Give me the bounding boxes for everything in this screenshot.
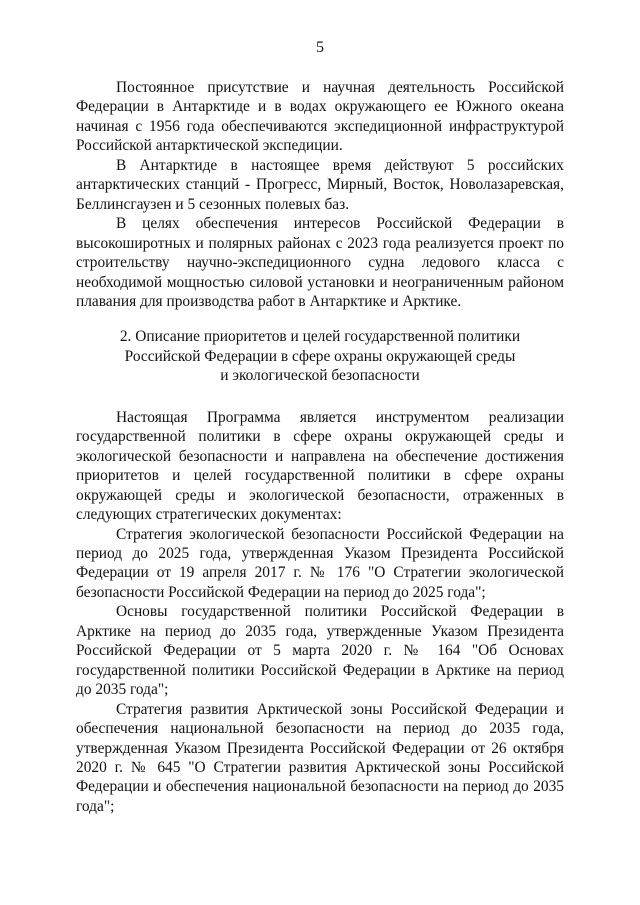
section-heading-line-3: и экологической безопасности bbox=[220, 367, 420, 385]
section-paragraph-3: Основы государственной политики Российской Федерации в Арктике на период до 2035 года, утвержденные Указом Президента Российской Федерации от 5 марта 2020 г. № 164 "Об Основах государственной политики Российской Федерации в Арктике на период до 2035 года"; bbox=[76, 603, 564, 699]
intro-paragraph-2: В Антарктиде в настоящее время действуют 5 российских антарктических станций - Прогресс, Мирный, Восток, Новолазаревская, Беллинсгаузен и 5 сезонных полевых баз. bbox=[76, 156, 564, 213]
section-heading-line-2: Российской Федерации в сфере охраны окружающей среды bbox=[124, 347, 516, 365]
section-paragraph-1: Настоящая Программа является инструментом реализации государственной политики в сфере охраны окружающей среды и экологической безопасности и направлена на обеспечение достижения приоритетов и целей государственной политики в сфере охраны окружающей среды и экологической безопасности, отраженных в следующих стратегических документах: bbox=[76, 408, 564, 524]
section-paragraph-2: Стратегия экологической безопасности Российской Федерации на период до 2025 года, утвержденная Указом Президента Российской Федерации от 19 апреля 2017 г. № 176 "О Стратегии экологической безопасности Российской Федерации на период до 2025 года"; bbox=[76, 525, 564, 601]
intro-paragraph-3: В целях обеспечения интересов Российской Федерации в высокоширотных и полярных районах с 2023 года реализуется проект по строительству научно-экспедиционного судна ледового класса с необходимой мощностью силовой установки и неограниченным районом плавания для производства работ в Антарктике и Арктике. bbox=[76, 215, 564, 310]
page-number: 5 bbox=[316, 39, 324, 56]
section-heading bbox=[76, 327, 564, 385]
section-heading-line-1: 2. Описание приоритетов и целей государственной политики bbox=[119, 328, 521, 346]
page-content bbox=[76, 78, 564, 816]
section-paragraph-4: Стратегия развития Арктической зоны Российской Федерации и обеспечения национальной безопасности на период до 2035 года, утвержденная Указом Президента Российской Федерации от 26 октября 2020 г. № 645 "О Стратегии развития Арктической зоны Российской Федерации и обеспечения национальной безопасности на период до 2035 года"; bbox=[76, 700, 564, 815]
intro-paragraph-1: Постоянное присутствие и научная деятельность Российской Федерации в Антарктиде и в водах окружающего ее Южного океана начиная с 1956 года обеспечиваются экспедиционной инфраструктурой Российской антарктической экспедиции. bbox=[76, 79, 564, 155]
